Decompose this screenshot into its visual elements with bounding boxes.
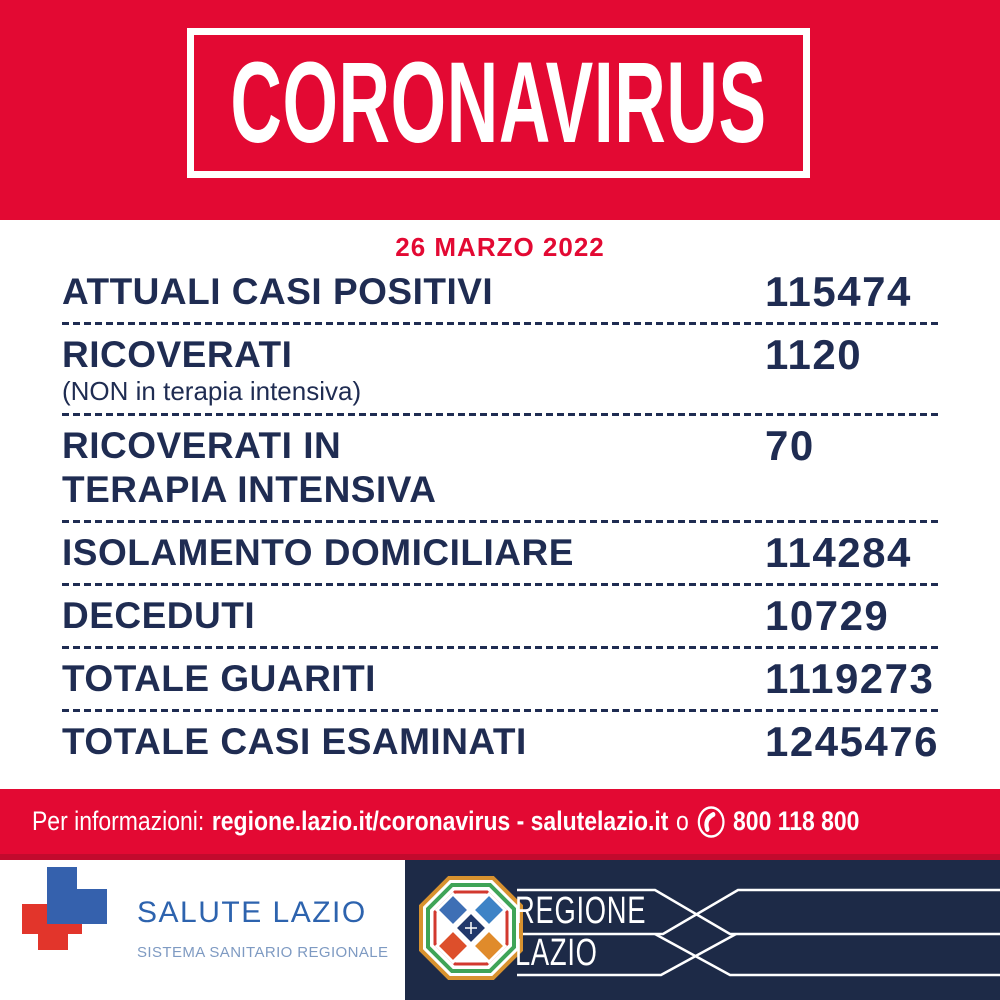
stat-value: 70 <box>765 422 815 469</box>
regione-lazio-wordmark <box>515 890 735 974</box>
stat-row-totale-casi-esaminati <box>62 712 938 772</box>
stat-label: TOTALE CASI ESAMINATI <box>62 721 527 762</box>
stat-row-terapia-intensiva <box>62 416 938 520</box>
stat-row-totale-guariti <box>62 649 938 709</box>
stat-label: RICOVERATI <box>62 334 293 375</box>
banner-frame <box>187 28 810 178</box>
phone-icon <box>696 805 725 839</box>
stat-value: 1119273 <box>765 655 935 702</box>
regione-line2: LAZIO <box>515 932 598 974</box>
info-phone-number[interactable]: 800 118 800 <box>733 806 860 836</box>
regione-lazio-crest-icon <box>419 876 523 980</box>
salute-lazio-panel <box>0 860 405 1000</box>
info-links[interactable]: regione.lazio.it/coronavirus - salutelazio.it <box>211 806 669 836</box>
stat-value: 115474 <box>765 268 912 315</box>
stat-label: ATTUALI CASI POSITIVI <box>62 271 494 312</box>
stat-row-deceduti <box>62 586 938 646</box>
info-line <box>32 805 859 839</box>
stat-value: 10729 <box>765 592 890 639</box>
stat-label-line2: TERAPIA INTENSIVA <box>62 469 437 510</box>
stat-value: 1120 <box>765 331 863 378</box>
page-title: CORONAVIRUS <box>230 38 767 167</box>
stat-row-attuali-casi-positivi <box>62 262 938 322</box>
footer <box>0 860 1000 1000</box>
stat-row-ricoverati <box>62 325 938 413</box>
report-date: 26 MARZO 2022 <box>395 232 605 262</box>
salute-lazio-wordmark <box>137 896 388 961</box>
stat-label: TOTALE GUARITI <box>62 658 376 699</box>
salute-lazio-subtitle: SISTEMA SANITARIO REGIONALE <box>137 944 389 961</box>
stat-value: 114284 <box>765 529 912 576</box>
stat-label: RICOVERATI IN <box>62 425 342 466</box>
info-connector: o <box>676 806 689 836</box>
stat-label: ISOLAMENTO DOMICILIARE <box>62 532 574 573</box>
regione-lazio-panel <box>405 860 1000 1000</box>
info-bar <box>0 789 1000 860</box>
salute-lazio-title: SALUTE LAZIO <box>137 896 367 929</box>
banner <box>0 0 1000 220</box>
info-prefix: Per informazioni: <box>32 806 205 836</box>
salute-lazio-cross-icon <box>15 862 127 954</box>
stat-value: 1245476 <box>765 718 940 765</box>
stats-section <box>0 232 1000 789</box>
stat-row-isolamento-domiciliare <box>62 523 938 583</box>
stat-label: DECEDUTI <box>62 595 256 636</box>
stat-sublabel: (NON in terapia intensiva) <box>62 376 362 406</box>
regione-line1: REGIONE <box>515 890 647 932</box>
